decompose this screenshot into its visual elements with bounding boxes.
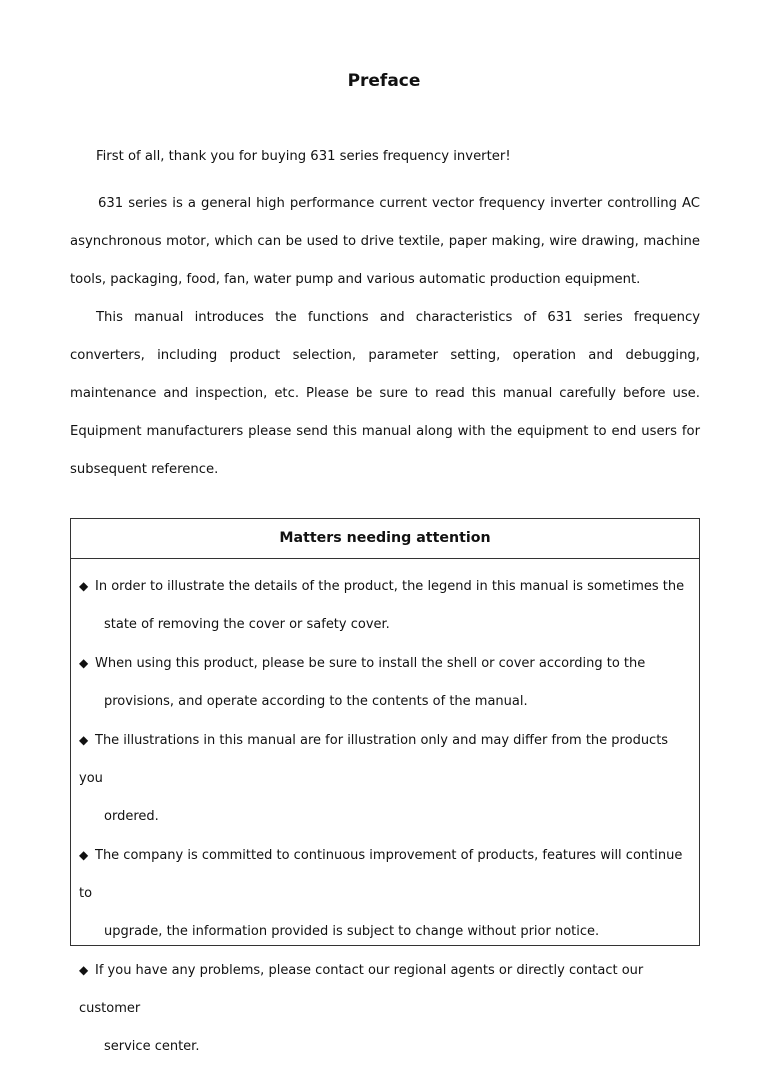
attention-list <box>71 559 699 1066</box>
diamond-bullet-icon: ◆ <box>79 963 89 977</box>
attention-item-continuation: upgrade, the information provided is subject to change without prior notice. <box>104 924 600 939</box>
attention-item-line: When using this product, please be sure to install the shell or cover according to the <box>95 656 646 671</box>
attention-item-line: The company is committed to continuous improvement of products, features will continue to <box>79 848 683 901</box>
attention-item <box>79 567 693 644</box>
attention-item-continuation: service center. <box>104 1039 200 1054</box>
attention-box <box>70 518 700 1054</box>
diamond-bullet-icon: ◆ <box>79 733 89 747</box>
diamond-bullet-icon: ◆ <box>79 656 89 670</box>
attention-item-continuation: ordered. <box>104 809 159 824</box>
attention-item <box>79 644 693 721</box>
attention-item-line: If you have any problems, please contact our regional agents or directly contact our customer <box>79 963 644 1016</box>
attention-item <box>79 836 693 951</box>
intro-paragraph: First of all, thank you for buying 631 series frequency inverter! <box>96 149 511 164</box>
diamond-bullet-icon: ◆ <box>79 579 89 593</box>
diamond-bullet-icon: ◆ <box>79 848 89 862</box>
attention-item-continuation: provisions, and operate according to the contents of the manual. <box>104 694 528 709</box>
attention-item <box>79 951 693 1066</box>
attention-item <box>79 721 693 836</box>
manual-scope-paragraph: This manual introduces the functions and characteristics of 631 series frequency converters, including product selection, parameter setting, operation and debugging, maintenance and inspection, etc. Please be sure to read this manual carefully before use. Equipment manufacturers please send this manual along with the equipment to end users for subsequent reference. <box>70 310 700 477</box>
attention-heading: Matters needing attention <box>71 519 699 559</box>
attention-item-continuation: state of removing the cover or safety cover. <box>104 617 390 632</box>
product-description-paragraph: 631 series is a general high performance current vector frequency inverter controlling AC asynchronous motor, which can be used to drive textile, paper making, wire drawing, machine tools, packaging, food, fan, water pump and various automatic production equipment. <box>70 196 700 287</box>
attention-item-line: In order to illustrate the details of the product, the legend in this manual is sometimes the <box>95 579 685 594</box>
page-title: Preface <box>347 71 421 91</box>
attention-item-line: The illustrations in this manual are for illustration only and may differ from the products you <box>79 733 669 786</box>
